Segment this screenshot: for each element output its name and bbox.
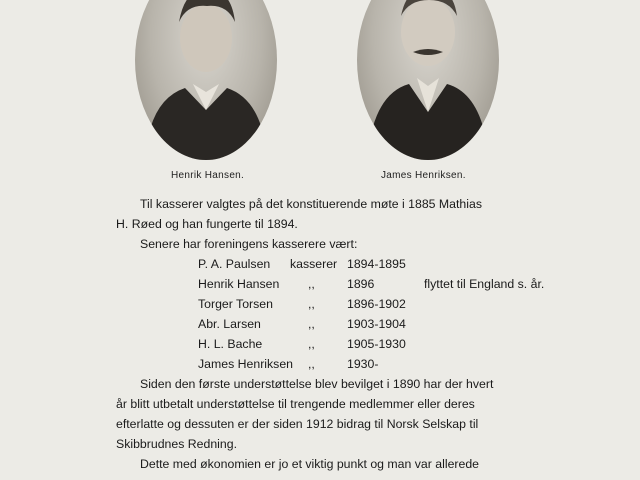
treasurer-role: ,, (308, 337, 315, 351)
paragraph-3-line-1: Siden den første understøttelse blev bevilget i 1890 har der hvert (140, 377, 494, 391)
treasurer-years: 1894-1895 (347, 257, 406, 271)
treasurer-role: ,, (308, 297, 315, 311)
table-row (0, 277, 640, 297)
table-row (0, 317, 640, 337)
paragraph-3-line-2: år blitt utbetalt understøttelse til trengende medlemmer eller deres (116, 397, 475, 411)
table-row (0, 257, 640, 277)
table-row (0, 297, 640, 317)
table-row (0, 357, 640, 377)
table-row (0, 337, 640, 357)
portrait-caption-2: James Henriksen. (381, 170, 466, 181)
treasurer-role: kasserer (290, 257, 338, 271)
treasurer-name: H. L. Bache (198, 337, 263, 351)
paragraph-3-line-4: Skibbrudnes Redning. (116, 437, 237, 451)
treasurer-years: 1896 (347, 277, 375, 291)
paragraph-1-line-2: H. Røed og han fungerte til 1894. (116, 217, 298, 231)
portrait-james-henriksen (357, 0, 499, 160)
portrait-photo-1 (135, 0, 277, 160)
treasurer-intro: Senere har foreningens kasserere vært: (140, 237, 358, 251)
treasurer-name: James Henriksen (198, 357, 293, 371)
treasurer-years: 1903-1904 (347, 317, 406, 331)
paragraph-1-line-1: Til kasserer valgtes på det konstituerende møte i 1885 Mathias (140, 197, 482, 211)
portrait-henrik-hansen (135, 0, 277, 160)
treasurer-name: P. A. Paulsen (198, 257, 271, 271)
treasurer-role: ,, (308, 277, 315, 291)
treasurer-name: Henrik Hansen (198, 277, 280, 291)
treasurer-years: 1896-1902 (347, 297, 406, 311)
portrait-photo-2 (357, 0, 499, 160)
treasurer-years: 1930- (347, 357, 379, 371)
treasurer-role: ,, (308, 357, 315, 371)
portrait-caption-1: Henrik Hansen. (171, 170, 245, 181)
treasurer-note: flyttet til England s. år. (424, 277, 545, 291)
treasurer-years: 1905-1930 (347, 337, 406, 351)
treasurer-name: Abr. Larsen (198, 317, 261, 331)
paragraph-4-line-1: Dette med økonomien er jo et viktig punkt og man var allerede (140, 457, 480, 471)
treasurer-role: ,, (308, 317, 315, 331)
paragraph-3-line-3: efterlatte og dessuten er der siden 1912 bidrag til Norsk Selskap til (116, 417, 479, 431)
treasurer-name: Torger Torsen (198, 297, 273, 311)
